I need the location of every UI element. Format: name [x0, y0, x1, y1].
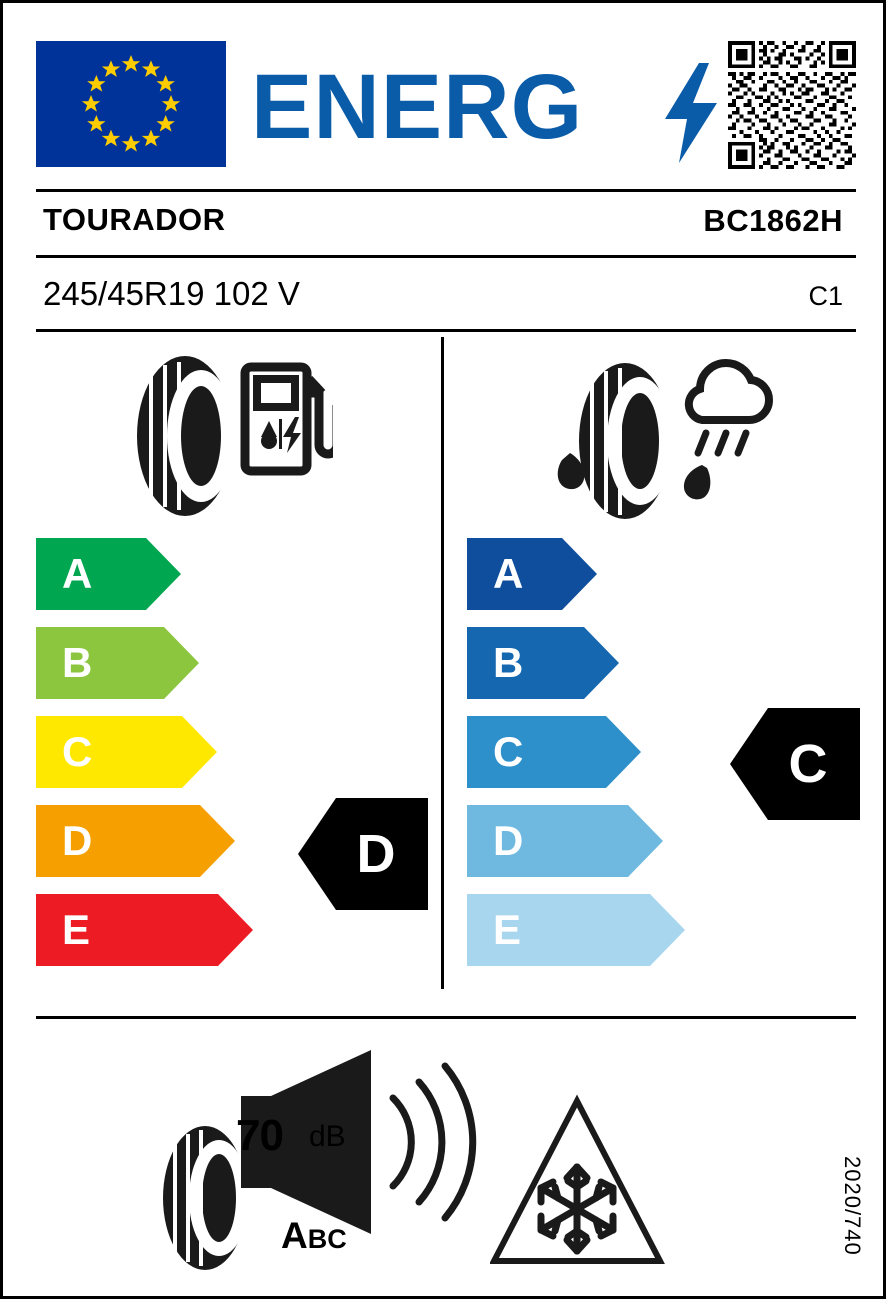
- fuel-grade-scale: [36, 538, 253, 983]
- grade-letter: C: [62, 728, 93, 775]
- divider-4: [36, 1016, 856, 1019]
- snowflake-mountain-icon: [490, 1093, 665, 1268]
- tyre-size: 245/45R19 102 V: [43, 275, 300, 312]
- wet-grade-b: [467, 627, 685, 699]
- fuel-grade-e: [36, 894, 253, 966]
- eu-flag-icon: [36, 41, 226, 167]
- wet-result-marker: [730, 708, 860, 820]
- grade-row: [36, 627, 253, 699]
- grade-letter: B: [493, 639, 524, 686]
- noise-unit: dB: [309, 1120, 346, 1153]
- label-header: [36, 33, 856, 173]
- wet-grade-c: [467, 716, 685, 788]
- wet-grade-e: [467, 894, 685, 966]
- grade-letter: C: [493, 728, 524, 775]
- fuel-grade-a: [36, 538, 253, 610]
- vertical-divider: [441, 337, 444, 989]
- wet-grade-a: [467, 538, 685, 610]
- model-code: BC1862H: [703, 203, 843, 238]
- grade-row: [36, 894, 253, 966]
- grade-row: [467, 805, 685, 877]
- tyre-icon: [137, 356, 235, 516]
- grade-letter: E: [62, 906, 91, 953]
- fuel-grade-b: [36, 627, 253, 699]
- lightning-bolt-icon: [661, 63, 721, 163]
- fuel-result-letter: D: [356, 824, 396, 884]
- wet-grade-d: [467, 805, 685, 877]
- divider-2: [36, 255, 856, 258]
- grade-letter: A: [62, 550, 93, 597]
- grade-letter: D: [493, 817, 524, 864]
- grade-letter: A: [493, 550, 524, 597]
- noise-class: [281, 1215, 347, 1257]
- grade-letter: B: [62, 639, 93, 686]
- grade-row: [467, 627, 685, 699]
- tyre-icon: [579, 363, 673, 519]
- grade-row: [36, 538, 253, 610]
- wet-grip-pictogram: [530, 349, 795, 534]
- fuel-result-marker: [298, 798, 428, 910]
- noise-class-selected: A: [281, 1215, 308, 1256]
- fuel-grade-c: [36, 716, 253, 788]
- fuel-grade-d: [36, 805, 253, 877]
- tyre-class: C1: [808, 281, 843, 311]
- brand-name: TOURADOR: [43, 202, 226, 237]
- noise-class-rest: BC: [307, 1224, 347, 1254]
- grade-row: [36, 805, 253, 877]
- grade-row: [467, 538, 685, 610]
- fuel-efficiency-pictogram: [123, 349, 333, 524]
- sound-waves-icon: [393, 1066, 473, 1218]
- wet-result-letter: C: [788, 734, 828, 794]
- qr-code-icon: [728, 41, 856, 169]
- rain-cloud-icon: [689, 363, 769, 453]
- divider-1: [36, 189, 856, 192]
- noise-value: 70: [236, 1111, 283, 1160]
- regulation-date: 2020/740: [840, 1156, 865, 1256]
- grade-letter: E: [493, 906, 522, 953]
- divider-3: [36, 329, 856, 332]
- energ-title: ENERG: [251, 56, 584, 158]
- grade-row: [467, 894, 685, 966]
- wet-grade-scale: [467, 538, 685, 983]
- grade-letter: D: [62, 817, 93, 864]
- grade-row: [467, 716, 685, 788]
- fuel-pump-icon: [245, 367, 333, 471]
- grade-row: [36, 716, 253, 788]
